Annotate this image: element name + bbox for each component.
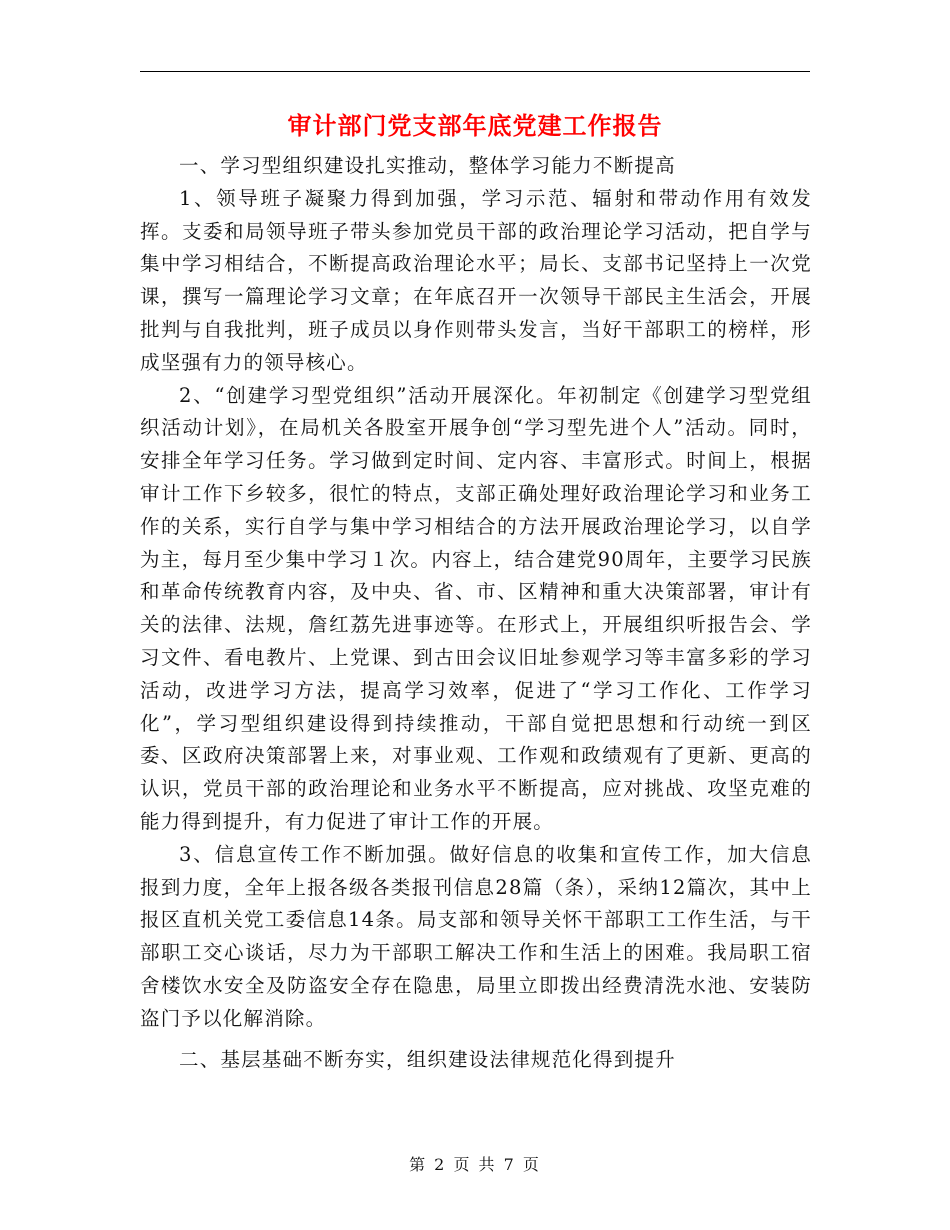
document-title: 审计部门党支部年底党建工作报告	[287, 112, 663, 140]
page-number-footer: 第 2 页 共 7 页	[409, 1155, 541, 1174]
paragraph-1-3: 3、信息宣传工作不断加强。做好信息的收集和宣传工作，加大信息报到力度，全年上报各级各类报刊信息28篇（条），采纳12篇次，其中上报区直机关党工委信息14条。局支部和领导关怀干部职工工作生活，与干部职工交心谈话，尽力为干部职工解决工作和生活上的困难。我局职工宿舍楼饮水安全及防盗安全存在隐患，局里立即拨出经费清洗水池、安装防盗门予以化解消除。	[140, 842, 812, 1030]
section-heading-1: 一、学习型组织建设扎实推动，整体学习能力不断提高	[179, 154, 676, 177]
section-heading-2: 二、基层基础不断夯实，组织建设法律规范化得到提升	[179, 1047, 676, 1071]
document-body	[140, 150, 812, 1076]
header-divider	[140, 71, 810, 72]
paragraph-1-2: 2、“创建学习型党组织”活动开展深化。年初制定《创建学习型党组织活动计划》，在局机关各股室开展争创“学习型先进个人”活动。同时，安排全年学习任务。学习做到定时间、定内容、丰富形式。时间上，根据审计工作下乡较多，很忙的特点，支部正确处理好政治理论学习和业务工作的关系，实行自学与集中学习相结合的方法开展政治理论学习，以自学为主，每月至少集中学习１次。内容上，结合建党90周年，主要学习民族和革命传统教育内容，及中央、省、市、区精神和重大决策部署，审计有关的法律、法规，詹红荔先进事迹等。在形式上，开展组织听报告会、学习文件、看电教片、上党课、到古田会议旧址参观学习等丰富多彩的学习活动，改进学习方法，提高学习效率，促进了“学习工作化、工作学习化”，学习型组织建设得到持续推动，干部自觉把思想和行动统一到区委、区政府决策部署上来，对事业观、工作观和政绩观有了更新、更高的认识，党员干部的政治理论和业务水平不断提高，应对挑战、攻坚克难的能力得到提升，有力促进了审计工作的开展。	[140, 383, 812, 833]
paragraph-1-1: 1、领导班子凝聚力得到加强，学习示范、辐射和带动作用有效发挥。支委和局领导班子带头参加党员干部的政治理论学习活动，把自学与集中学习相结合，不断提高政治理论水平；局长、支部书记坚持上一次党课，撰写一篇理论学习文章；在年底召开一次领导干部民主生活会，开展批判与自我批判，班子成员以身作则带头发言，当好干部职工的榜样，形成坚强有力的领导核心。	[140, 186, 812, 374]
